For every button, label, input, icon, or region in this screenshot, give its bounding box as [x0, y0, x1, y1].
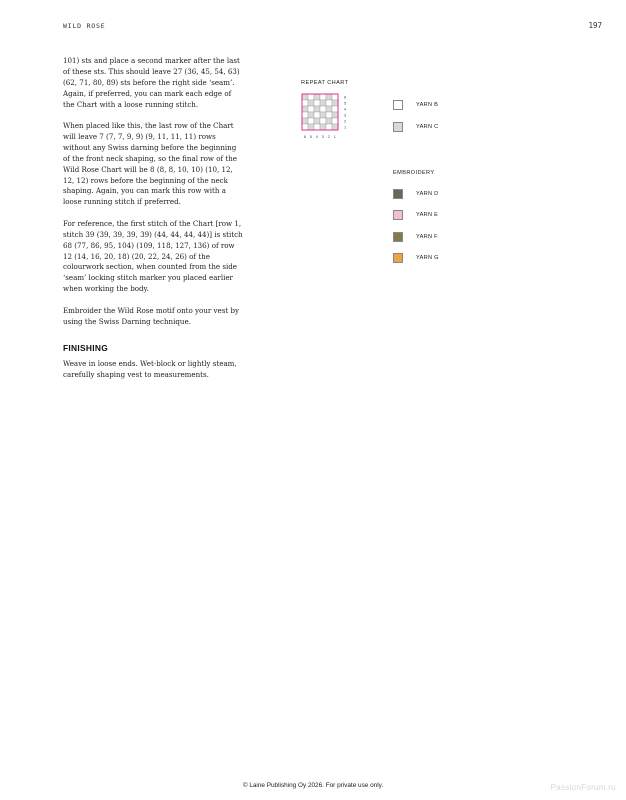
chart-row-label: 4 — [344, 107, 347, 112]
chart-cell — [308, 94, 314, 100]
yarn-d-label: YARN D — [416, 191, 439, 197]
chart-cell — [314, 94, 320, 100]
chart-cell — [332, 118, 338, 124]
chart-cell — [314, 124, 320, 130]
chart-row-label: 6 — [344, 95, 347, 100]
chart-cell — [314, 112, 320, 118]
chart-cell — [314, 106, 320, 112]
chart-cell — [320, 106, 326, 112]
running-title: WILD ROSE — [63, 22, 106, 30]
chart-cell — [308, 100, 314, 106]
chart-cell — [308, 112, 314, 118]
chart-cell — [332, 100, 338, 106]
repeat-chart-title: REPEAT CHART — [301, 80, 349, 86]
chart-cell — [308, 106, 314, 112]
chart-col-label: 5 — [309, 135, 312, 139]
chart-cell — [320, 94, 326, 100]
chart-cell — [302, 124, 308, 130]
chart-cell — [332, 94, 338, 100]
instructions-column — [63, 56, 243, 392]
paragraph-marker-placement: 101) sts and place a second marker after the last of these sts. This should leave 27 (36, 45, 54, 63) (62, 71, 80, 89) sts before the right side ‘seam’. Again, if preferred, you can mark each edge of the Chart with a loose running stitch. — [63, 56, 240, 109]
chart-cell — [302, 112, 308, 118]
chart-cell — [320, 112, 326, 118]
chart-cell — [326, 112, 332, 118]
embroidery-title: EMBROIDERY — [393, 170, 435, 176]
yarn-c-label: YARN C — [416, 124, 439, 130]
finishing-heading: FINISHING — [63, 343, 109, 354]
yarn-f-swatch — [393, 232, 403, 242]
chart-row-label: 3 — [344, 113, 347, 118]
chart-cell — [314, 100, 320, 106]
chart-cell — [326, 124, 332, 130]
yarn-g-label: YARN G — [416, 255, 439, 261]
chart-row-label: 2 — [344, 119, 347, 124]
yarn-f-label: YARN F — [416, 234, 438, 240]
chart-cell — [332, 124, 338, 130]
yarn-c-swatch — [393, 122, 403, 132]
chart-col-label: 4 — [315, 135, 318, 139]
yarn-g-swatch — [393, 253, 403, 263]
chart-cell — [308, 118, 314, 124]
chart-cell — [326, 106, 332, 112]
chart-col-label: 6 — [303, 135, 306, 139]
chart-cell — [320, 124, 326, 130]
chart-col-label: 2 — [327, 135, 330, 139]
chart-cell — [314, 118, 320, 124]
chart-cell — [332, 106, 338, 112]
yarn-e-swatch — [393, 210, 403, 220]
paragraph-last-row: When placed like this, the last row of the Chart will leave 7 (7, 7, 9, 9) (9, 11, 11, 11) rows without any Swiss darning before the beginning of the front neck shaping, so the final row of the Wild Rose Chart will be 8 (8, 8, 10, 10) (10, 12, 12, 12) rows before the beginning of the neck shaping. Again, you can mark this row with a loose running stitch if preferred. — [63, 121, 237, 207]
finishing-text: Weave in loose ends. Wet-block or lightly steam, carefully shaping vest to measurements. — [63, 359, 237, 380]
repeat-chart — [301, 93, 361, 149]
chart-cell — [320, 100, 326, 106]
chart-cell — [302, 100, 308, 106]
yarn-b-label: YARN B — [416, 102, 439, 108]
yarn-d-swatch — [393, 189, 403, 199]
chart-col-label: 1 — [333, 135, 336, 139]
chart-row-label: 5 — [344, 101, 347, 106]
chart-cell — [326, 100, 332, 106]
watermark: PassionForum.ru — [550, 783, 616, 792]
chart-cell — [302, 106, 308, 112]
chart-cell — [320, 118, 326, 124]
chart-col-label: 3 — [321, 135, 324, 139]
paragraph-reference: For reference, the first stitch of the Chart [row 1, stitch 39 (39, 39, 39, 39) (44, 44, 44, 44)] is stitch 68 (77, 86, 95, 104) (109, 118, 127, 136) of row 12 (14, 16, 20, 18) (20, 22, 24, 26) of the colourwork section, when counted from the side ‘seam’ locking stitch marker you placed earlier when working the body. — [63, 218, 243, 294]
chart-cell — [332, 112, 338, 118]
footer-copyright: © Laine Publishing Oy 2026. For private use only. — [242, 782, 384, 789]
yarn-b-swatch — [393, 100, 403, 110]
chart-cell — [326, 94, 332, 100]
page-number: 197 — [588, 21, 602, 30]
paragraph-embroider: Embroider the Wild Rose motif onto your vest by using the Swiss Darning technique. — [63, 305, 240, 326]
chart-cell — [302, 118, 308, 124]
chart-row-label: 1 — [344, 125, 347, 130]
chart-cell — [302, 94, 308, 100]
repeat-chart-grid — [301, 93, 361, 145]
yarn-e-label: YARN E — [416, 212, 439, 218]
chart-cell — [308, 124, 314, 130]
chart-cell — [326, 118, 332, 124]
